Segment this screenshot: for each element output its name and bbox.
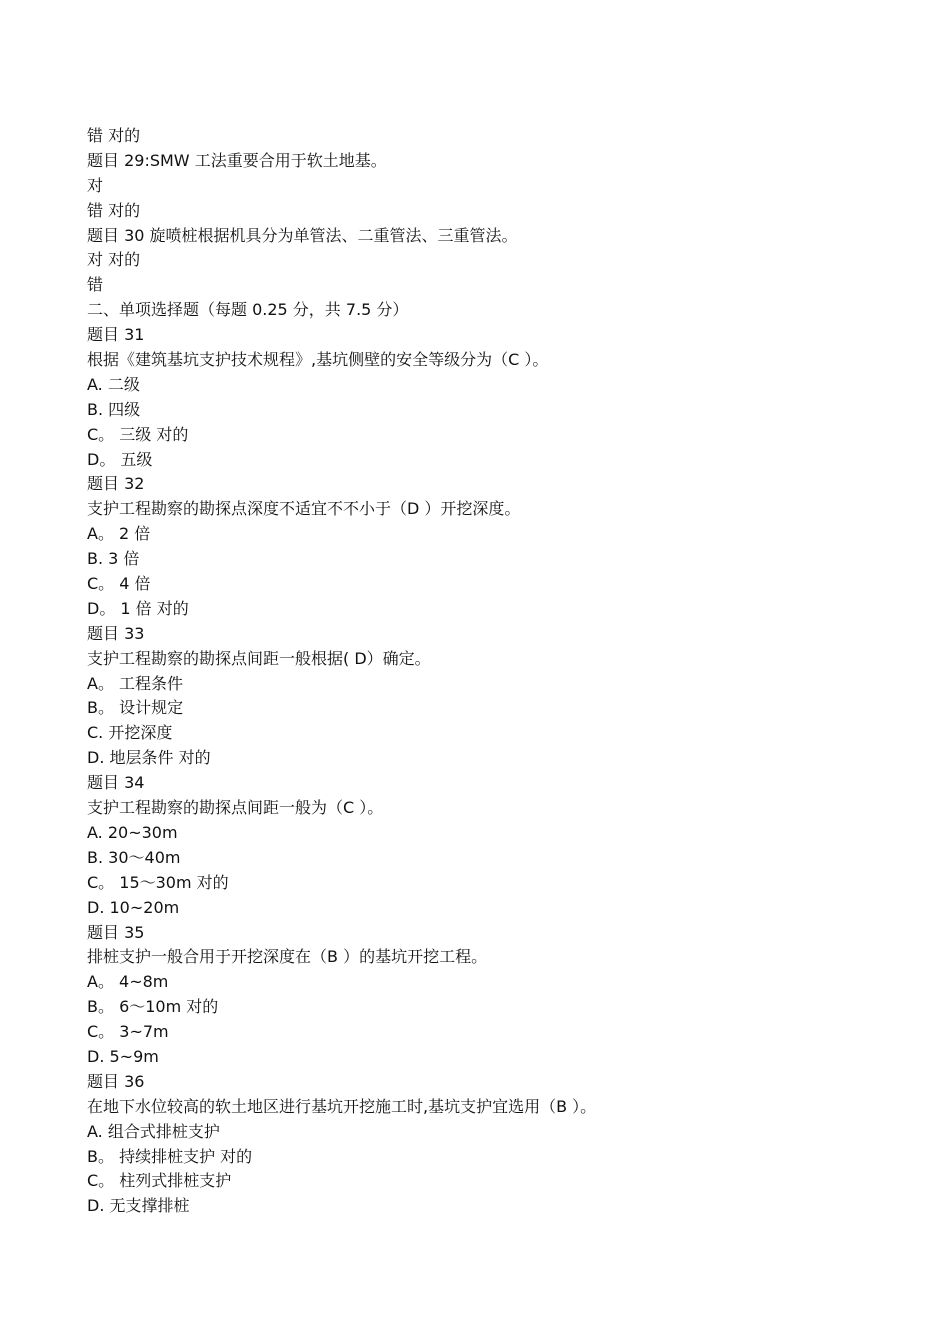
question-32-text: 支护工程勘察的勘探点深度不适宜不不小于（D ）开挖深度。 [87, 499, 521, 519]
option-d: D. 10~20m [87, 897, 180, 917]
question-32-label: 题目 32 [87, 474, 145, 494]
answer-options-line: 错 对的 [87, 126, 141, 145]
option-c: C. 开挖深度 [87, 723, 173, 743]
option-a: A。 4~8m [87, 972, 169, 992]
option-d: D. 无支撑排桩 [87, 1196, 190, 1216]
option-b: B. 四级 [87, 399, 141, 419]
question-31-label: 题目 31 [87, 325, 145, 345]
answer-option-line: 对 [87, 175, 104, 195]
option-a: A. 二级 [87, 374, 140, 394]
option-a: A. 组合式排桩支护 [87, 1121, 220, 1141]
question-30-title: 题目 30 旋喷桩根据机具分为单管法、二重管法、三重管法。 [87, 225, 518, 245]
answer-option-line: 错 [87, 275, 104, 295]
option-c: C。 15～30m 对的 [87, 872, 229, 892]
option-b: B. 3 倍 [87, 549, 140, 569]
option-c: C。 3~7m [87, 1022, 169, 1042]
question-31-text: 根据《建筑基坑支护技术规程》,基坑侧壁的安全等级分为（C ）。 [87, 350, 549, 370]
question-36-text: 在地下水位较高的软土地区进行基坑开挖施工时,基坑支护宜选用（B ）。 [87, 1096, 597, 1116]
document-body [87, 124, 867, 1219]
option-c: C。 4 倍 [87, 574, 151, 594]
section-heading: 二、单项选择题（每题 0.25 分，共 7.5 分） [87, 300, 409, 320]
answer-option-line: 对 对的 [87, 250, 141, 270]
option-c: C。 柱列式排桩支护 [87, 1171, 232, 1191]
option-b: B。 持续排桩支护 对的 [87, 1146, 253, 1166]
question-29-title: 题目 29:SMW 工法重要合用于软土地基。 [87, 150, 387, 170]
option-d: D。 五级 [87, 449, 153, 469]
question-35-text: 排桩支护一般合用于开挖深度在（B ）的基坑开挖工程。 [87, 947, 488, 967]
question-33-text: 支护工程勘察的勘探点间距一般根据( D）确定。 [87, 648, 431, 668]
option-b: B. 30～40m [87, 847, 181, 867]
question-36-label: 题目 36 [87, 1071, 145, 1091]
question-35-label: 题目 35 [87, 922, 145, 942]
question-34-label: 题目 34 [87, 773, 145, 793]
option-a: A. 20~30m [87, 822, 178, 842]
option-d: D. 地层条件 对的 [87, 748, 211, 768]
question-34-text: 支护工程勘察的勘探点间距一般为（C ）。 [87, 798, 384, 818]
option-d: D。 1 倍 对的 [87, 598, 189, 618]
option-a: A。 工程条件 [87, 673, 184, 693]
option-d: D. 5~9m [87, 1046, 159, 1066]
option-b: B。 设计规定 [87, 698, 184, 718]
question-33-label: 题目 33 [87, 623, 145, 643]
option-b: B。 6～10m 对的 [87, 997, 219, 1017]
answer-option-line: 错 对的 [87, 200, 141, 220]
option-a: A。 2 倍 [87, 524, 151, 544]
option-c: C。 三级 对的 [87, 424, 189, 444]
